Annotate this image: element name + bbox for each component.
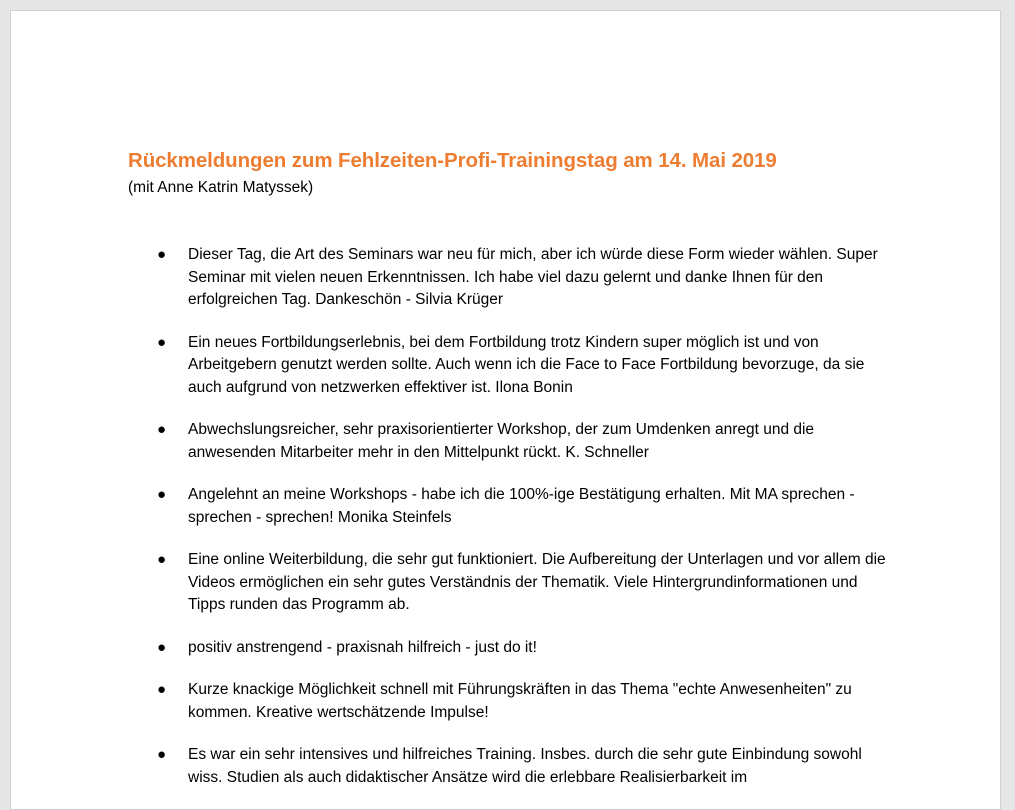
document-subtitle: (mit Anne Katrin Matyssek) [128, 179, 314, 196]
feedback-text: Abwechslungsreicher, sehr praxisorientierter Workshop, der zum Umdenken anregt und die anwesenden Mitarbeiter mehr in den Mittelpunkt rückt. K. Schneller [188, 421, 815, 461]
bullet-icon: ● [157, 421, 167, 438]
list-item [11, 637, 888, 660]
bullet-icon: ● [157, 551, 167, 568]
list-item [11, 332, 888, 400]
feedback-text: Dieser Tag, die Art des Seminars war neu für mich, aber ich würde diese Form wieder wählen. Super Seminar mit vielen neuen Erkenntnissen. Ich habe viel dazu gelernt und danke Ihnen für den erfolgreichen Tag. Dankeschön - Silvia Krüger [188, 246, 878, 308]
bullet-icon: ● [157, 486, 167, 503]
bullet-icon: ● [157, 246, 167, 263]
list-item [11, 744, 888, 789]
feedback-text: Es war ein sehr intensives und hilfreiches Training. Insbes. durch die sehr gute Einbindung sowohl wiss. Studien als auch didaktischer Ansätze wird die erlebbare Realisierbarkeit im [188, 746, 862, 786]
document-page [10, 10, 1001, 810]
document-title: Rückmeldungen zum Fehlzeiten-Profi-Trainingstag am 14. Mai 2019 [128, 149, 777, 172]
bullet-icon: ● [157, 333, 167, 351]
bullet-icon: ● [157, 681, 167, 698]
list-item [11, 549, 888, 617]
bullet-icon: ● [157, 746, 167, 763]
feedback-text: Ein neues Fortbildungserlebnis, bei dem Fortbildung trotz Kindern super möglich ist und von Arbeitgebern genutzt werden sollte. Auch wenn ich die Face to Face Fortbildung bevorzuge, da sie auch aufgrund von netzwerken effektiver ist. Ilona Bonin [188, 333, 865, 396]
feedback-text: positiv anstrengend - praxisnah hilfreich - just do it! [188, 638, 537, 656]
bullet-icon: ● [157, 638, 167, 656]
feedback-text: Kurze knackige Möglichkeit schnell mit Führungskräften in das Thema "echte Anwesenheiten" zu kommen. Kreative wertschätzende Impulse! [188, 681, 852, 721]
list-item [11, 244, 888, 312]
list-item [11, 419, 888, 464]
feedback-list [11, 244, 1001, 809]
list-item [11, 484, 888, 529]
list-item [11, 679, 888, 724]
feedback-text: Eine online Weiterbildung, die sehr gut funktioniert. Die Aufbereitung der Unterlagen und vor allem die Videos ermöglichen ein sehr gutes Verständnis der Thematik. Viele Hintergrundinformationen und Tipps runden das Programm ab. [188, 551, 886, 613]
feedback-text: Angelehnt an meine Workshops - habe ich die 100%-ige Bestätigung erhalten. Mit MA sprechen - sprechen - sprechen! Monika Steinfels [188, 486, 855, 526]
